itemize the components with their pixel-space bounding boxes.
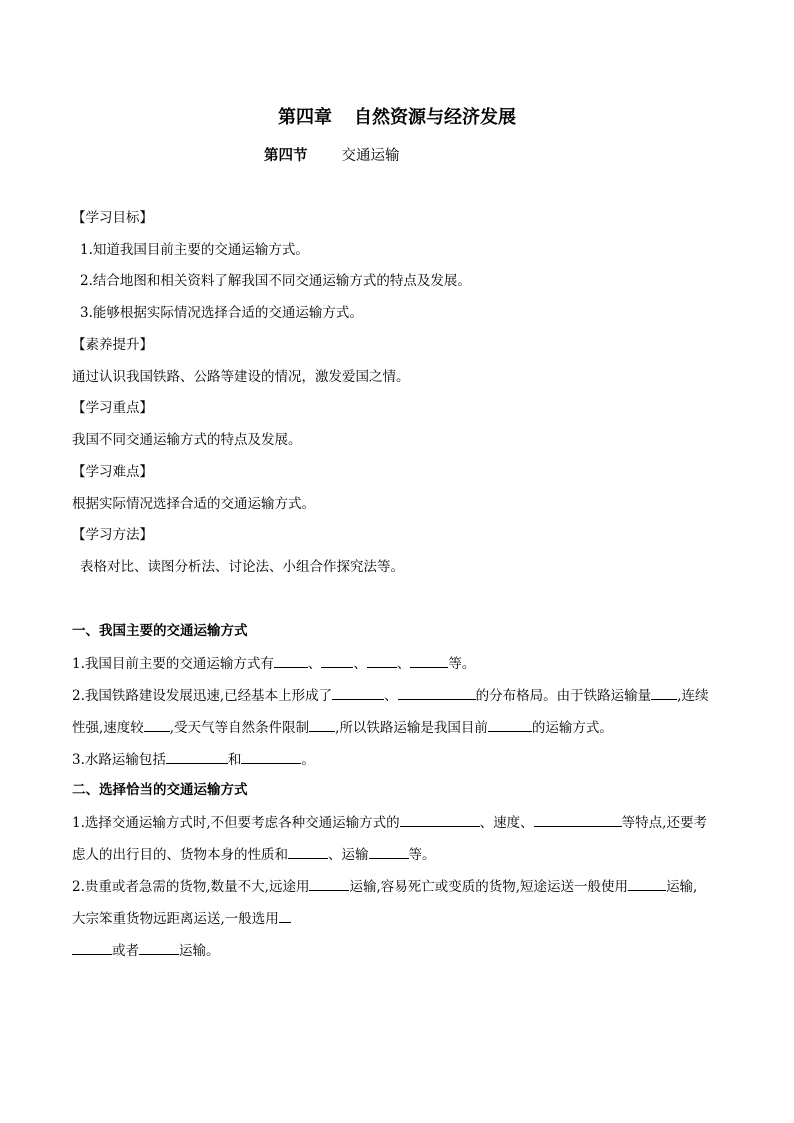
key-point-heading: 【学习重点】 [72,400,153,416]
fill-blank[interactable] [398,686,476,700]
fill-blank[interactable] [279,909,291,923]
fill-blank[interactable] [410,654,448,668]
chapter-number: 第四章 [278,107,332,128]
section-name: 交通运输 [341,148,400,164]
fill-blank[interactable] [332,686,384,700]
part2-question-1-line-2: 虑人的出行目的、货物本身的性质和 、运输 等。 [72,847,436,863]
part1-question-2-line-1: 2.我国铁路建设发展迅速,已经基本上形成了 、 的分布格局。由于铁路运输量 ,连续 [72,688,709,704]
literacy-heading: 【素养提升】 [72,337,153,353]
objective-item-1: 1.知道我国目前主要的交通运输方式。 [80,242,309,258]
part1-heading: 一、我国主要的交通运输方式 [72,623,248,639]
part2-question-1-line-1: 1.选择交通运输方式时,不但要考虑各种交通运输方式的 、速度、 等特点,还要考 [72,815,707,831]
fill-blank[interactable] [369,845,409,859]
objective-item-2: 2.结合地图和相关资料了解我国不同交通运输方式的特点及发展。 [80,273,471,289]
section-number: 第四节 [264,147,308,164]
fill-blank[interactable] [139,941,179,955]
fill-blank[interactable] [288,845,328,859]
fill-blank[interactable] [534,813,622,827]
part2-question-2-line-2: 大宗笨重货物远距离运送,一般选用 [72,909,732,928]
fill-blank[interactable] [321,654,353,668]
literacy-text: 通过认识我国铁路、公路等建设的情况，激发爱国之情。 [72,369,410,385]
difficulty-text: 根据实际情况选择合适的交通运输方式。 [72,496,315,512]
difficulty-heading: 【学习难点】 [72,464,153,480]
part1-question-1: 1.我国目前主要的交通运输方式有 、 、 、 等。 [72,656,476,672]
part2-question-2-line-3: 或者 运输。 [72,941,732,960]
part2-heading: 二、选择恰当的交通运输方式 [72,782,248,798]
fill-blank[interactable] [628,877,666,891]
fill-blank[interactable] [72,941,112,955]
objective-item-3: 3.能够根据实际情况选择合适的交通运输方式。 [80,305,363,321]
fill-blank[interactable] [166,750,228,764]
chapter-name: 自然资源与经济发展 [354,107,516,128]
chapter-title [0,106,794,130]
key-point-text: 我国不同交通运输方式的特点及发展。 [72,432,302,448]
fill-blank[interactable] [651,686,677,700]
fill-blank[interactable] [309,718,335,732]
method-heading: 【学习方法】 [72,527,153,543]
section-title [264,146,400,166]
method-text: 表格对比、读图分析法、讨论法、小组合作探究法等。 [80,559,404,575]
objectives-heading: 【学习目标】 [72,210,153,226]
fill-blank[interactable] [144,718,170,732]
fill-blank[interactable] [367,654,397,668]
fill-blank[interactable] [241,750,301,764]
part1-question-2-line-2: 性强,速度较 ,受天气等自然条件限制 ,所以铁路运输是我国目前 的运输方式。 [72,720,613,736]
fill-blank[interactable] [274,654,308,668]
fill-blank[interactable] [488,718,532,732]
fill-blank[interactable] [309,877,349,891]
fill-blank[interactable] [400,813,480,827]
part1-question-3: 3.水路运输包括 和 。 [72,752,315,768]
part2-question-2-line-1: 2.贵重或者急需的货物,数量不大,远途用 运输,容易死亡或变质的货物,短途运送一般使用 运输, [72,879,698,895]
